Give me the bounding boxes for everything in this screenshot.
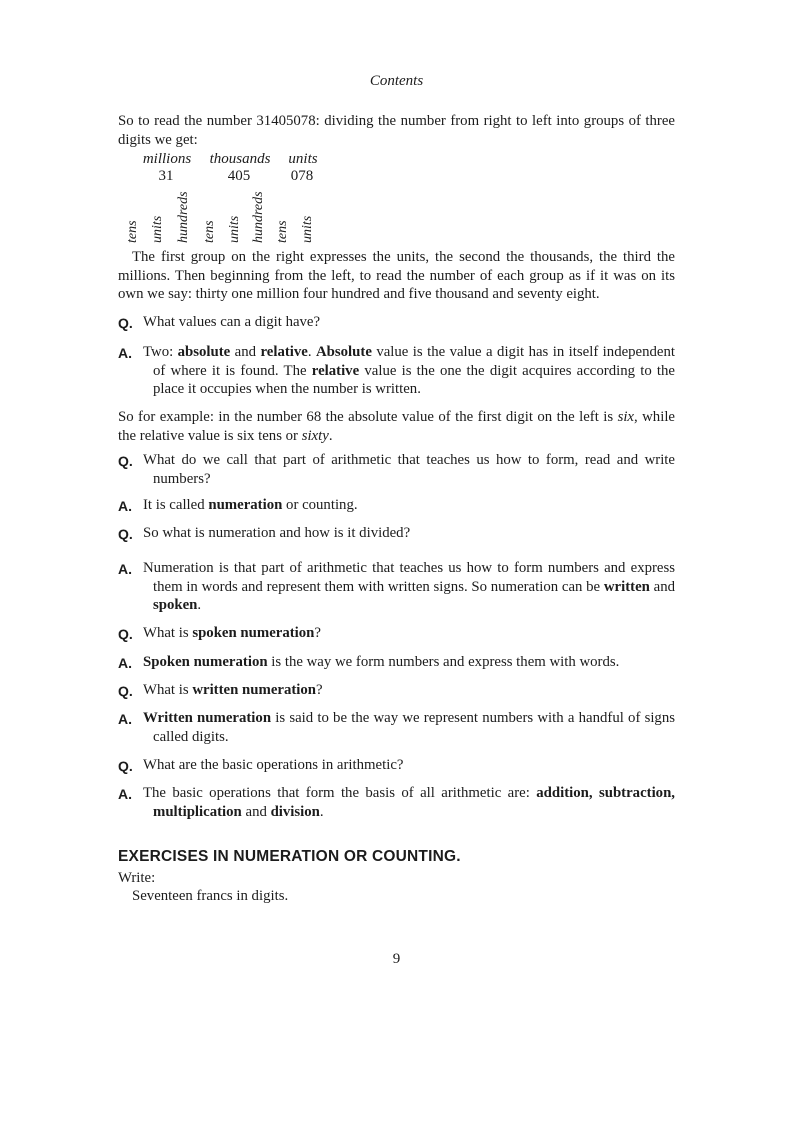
text-segment: Absolute [315,344,372,360]
text-segment: Spoken numeration [143,654,268,670]
answer-label: A. [118,710,132,727]
text-segment: The basic operations that form the basis of all arithmetic are: [143,785,537,801]
text-segment: Seventeen francs in digits. [132,888,289,904]
text-segment: EXERCISES IN NUMERATION OR COUNTING. [118,848,461,865]
text-segment: ? [316,682,323,698]
question-item [118,313,675,332]
text-segment: value is the value a digit has in itself independent of where it is found. The [153,344,675,379]
qa-text [143,344,675,397]
text-segment: and [241,803,271,820]
digit-group: 405 [227,168,251,184]
question-label: Q. [118,625,133,642]
place-value-label: hundreds [176,191,191,243]
qa-text [143,497,358,513]
answer-label: A. [118,560,132,577]
place-value-label: units [150,215,165,243]
text-segment: spoken [153,597,198,614]
text-segment: written numeration [192,682,317,698]
digit-group: 078 [290,168,314,184]
text-segment: What are the basic operations in arithmetic? [143,757,404,773]
text-segment: What is [143,625,193,641]
text-segment: written [603,578,650,595]
text-segment: . [328,427,333,444]
text-segment: relative [260,344,308,360]
paragraph [118,408,675,445]
text-segment: and [649,578,675,595]
place-value-label: tens [202,220,217,243]
qa-text [143,625,321,641]
qa-text [143,654,619,670]
answer-label: A. [118,497,132,514]
question-item [118,451,675,488]
text-segment: six [617,409,634,425]
text-segment: numeration [208,497,283,513]
qa-text [143,314,320,330]
qa-text [143,452,675,487]
answer-item [118,784,675,821]
text-segment: Two: [143,344,178,360]
paragraph [118,248,675,304]
place-value-label: hundreds [251,191,266,243]
answer-item [118,559,675,615]
text-segment: addition, subtraction, multiplication [153,785,676,820]
answer-label: A. [118,344,132,361]
text-segment: So for example: in the number 68 the absolute value of the first digit on the left is [118,409,618,425]
text-segment: . [319,803,324,820]
text-segment: Numeration is that part of arithmetic that teaches us how to form numbers and express them in words and represent them with written signs. So numeration can be [143,560,675,595]
question-label: Q. [118,682,133,699]
section-heading [118,848,675,867]
question-item [118,524,675,543]
place-value-label: units [227,215,242,243]
question-label: Q. [118,757,133,774]
text-segment: It is called [143,497,209,513]
running-header: Contents [369,73,424,89]
paragraph [118,112,675,149]
text-segment: is said to be the way we represent numbers with a handful of signs called digits. [153,710,675,745]
qa-text [143,757,403,773]
answer-item [118,343,675,399]
paragraph [118,887,675,906]
answer-item [118,496,675,515]
question-label: Q. [118,452,133,469]
question-item [118,624,675,643]
text-segment: spoken numeration [192,625,315,641]
question-label: Q. [118,314,133,331]
text-segment: So to read the number 31405078: dividing the number from right to left into groups of three digits we get: [118,113,675,148]
place-value-label: tens [125,220,140,243]
text-segment: Written numeration [143,710,272,726]
text-segment: . [307,344,316,360]
qa-text [143,682,323,698]
qa-text [143,710,675,745]
place-value-label: tens [275,220,290,243]
text-segment: or counting. [282,497,358,513]
qa-text [143,525,410,541]
text-segment: What values can a digit have? [143,314,321,330]
text-segment: , while the relative value is six tens or [118,409,675,444]
question-label: Q. [118,525,133,542]
text-segment: The first group on the right expresses the units, the second the thousands, the third the millions. Then beginning from the left, to read the number of each group as if it was on its own we say: thirty one million four hundred and five thousand and seventy eight. [118,249,675,303]
text-segment: ? [314,625,321,641]
text-segment: What is [143,682,193,698]
text-segment: So what is numeration and how is it divided? [143,525,411,541]
question-item [118,681,675,700]
text-segment: relative [311,362,360,379]
text-segment: What do we call that part of arithmetic that teaches us how to form, read and write numbers? [143,452,675,487]
paragraph [118,869,675,888]
number-grouping-table [118,151,675,243]
answer-label: A. [118,654,132,671]
answer-item [118,653,675,672]
text-segment: absolute [177,344,231,360]
table-column-header: thousands [209,151,271,167]
place-value-label: units [300,215,315,243]
qa-text [143,560,675,613]
digit-group: 31 [158,168,174,184]
text-segment: and [230,344,261,360]
text-segment: sixty [301,427,329,444]
answer-label: A. [118,785,132,802]
question-item [118,756,675,775]
answer-item [118,709,675,746]
text-segment: value is the one the digit acquires according to the place it occupies when the number is written. [153,362,675,398]
text-segment: is the way we form numbers and express them with words. [267,654,620,670]
table-column-header: millions [142,151,192,167]
qa-text [143,785,675,820]
page-number: 9 [392,951,401,967]
text-segment: Write: [118,870,156,886]
table-column-header: units [288,151,318,167]
text-segment: division [270,803,320,820]
text-segment: . [197,597,202,614]
